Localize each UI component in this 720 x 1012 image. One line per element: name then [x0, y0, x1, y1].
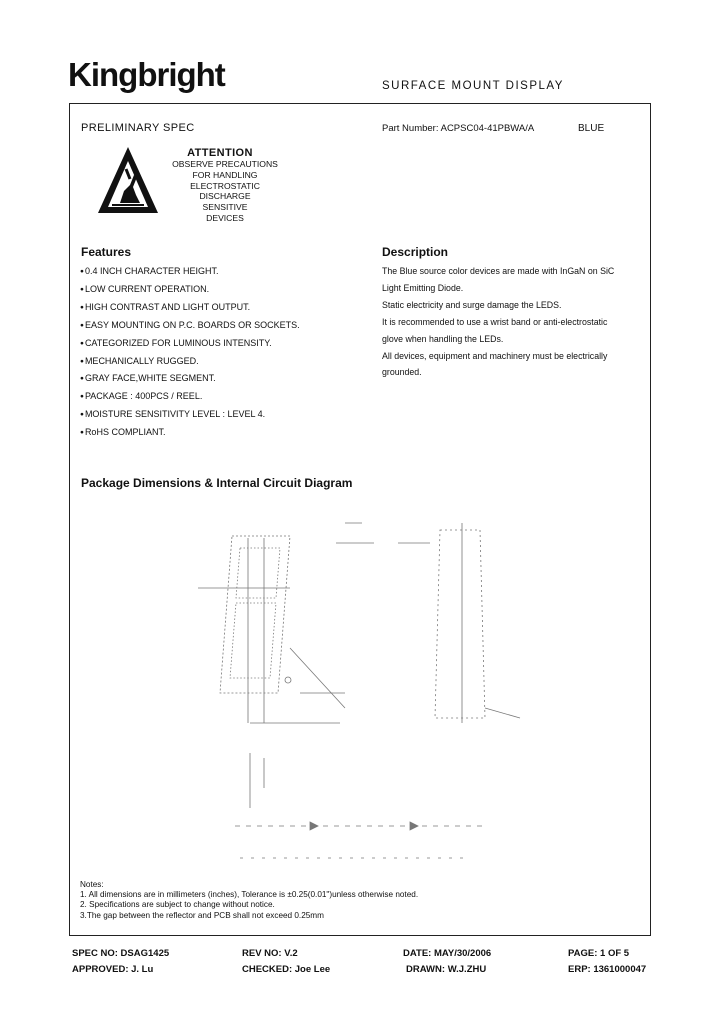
note-item: 1. All dimensions are in millimeters (inches), Tolerance is ±0.25(0.01")unless otherwise noted. — [80, 890, 419, 900]
erp-number: ERP: 1361000047 — [568, 964, 647, 975]
note-item: 3.The gap between the reflector and PCB shall not exceed 0.25mm — [80, 910, 324, 920]
document-title: SURFACE MOUNT DISPLAY — [382, 80, 564, 92]
drawn-by: DRAWN: W.J.ZHU — [406, 964, 487, 975]
revision-number: REV NO: V.2 — [242, 948, 298, 959]
spec-date: DATE: MAY/30/2006 — [403, 948, 492, 959]
list-item: ● PACKAGE : 400PCS / REEL. — [80, 388, 300, 406]
part-number: Part Number: ACPSC04-41PBWA/A — [382, 123, 535, 134]
preliminary-spec-label: PRELIMINARY SPEC — [81, 122, 195, 134]
list-item: ● EASY MOUNTING ON P.C. BOARDS OR SOCKETS. — [80, 317, 300, 335]
package-dimension-drawing — [140, 508, 560, 868]
list-item: ● RoHS COMPLIANT. — [80, 424, 300, 442]
features-list — [80, 263, 300, 442]
description-heading: Description — [382, 245, 449, 259]
list-item: ● MECHANICALLY RUGGED. — [80, 353, 300, 371]
list-item: ● MOISTURE SENSITIVITY LEVEL : LEVEL 4. — [80, 406, 300, 424]
spec-number: SPEC NO: DSAG1425 — [72, 948, 170, 959]
description-text: The Blue source color devices are made with InGaN on SiC Light Emitting Diode. Static electricity and surge damage the LEDS. It is recommended to use a wrist band or anti-electrostatic glove when handling the LEDs. All devices, equipment and machinery must be electrically grounded. — [382, 266, 615, 378]
list-item: ● HIGH CONTRAST AND LIGHT OUTPUT. — [80, 299, 300, 317]
notes-title: Notes: — [80, 880, 104, 889]
list-item: ● CATEGORIZED FOR LUMINOUS INTENSITY. — [80, 335, 300, 353]
approved-by: APPROVED: J. Lu — [72, 964, 154, 975]
list-item: ● LOW CURRENT OPERATION. — [80, 281, 300, 299]
features-heading: Features — [81, 245, 132, 259]
note-item: 2. Specifications are subject to change without notice. — [80, 900, 275, 910]
list-item: ● GRAY FACE,WHITE SEGMENT. — [80, 370, 300, 388]
kingbright-logo: Kingbright — [68, 56, 225, 93]
list-item: ● 0.4 INCH CHARACTER HEIGHT. — [80, 263, 300, 281]
notes-block — [80, 880, 418, 921]
emitting-color: BLUE — [578, 123, 605, 134]
page-number: PAGE: 1 OF 5 — [568, 948, 630, 959]
attention-text: OBSERVE PRECAUTIONS FOR HANDLING ELECTROSTATIC DISCHARGE SENSITIVE DEVICES — [172, 159, 278, 223]
package-dimensions-heading: Package Dimensions & Internal Circuit Diagram — [81, 476, 353, 490]
checked-by: CHECKED: Joe Lee — [242, 964, 331, 975]
